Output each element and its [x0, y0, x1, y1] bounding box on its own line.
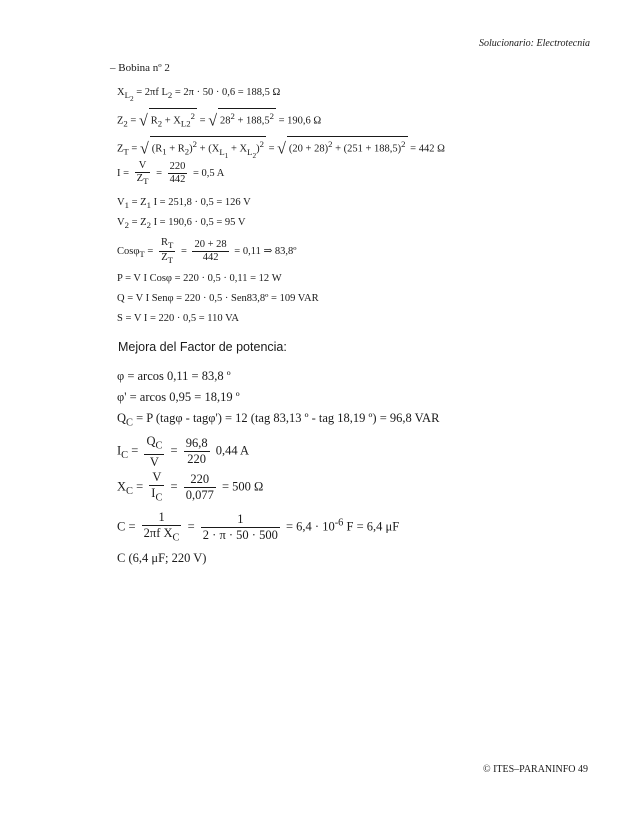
equation-phi-prime: φ' = arcos 0,95 = 18,19 º — [117, 390, 240, 404]
equation-cos-phi: Cosφ$_T$ = $\frac{R_T}{Z_T}$ = $\frac{20 + 28}{442}$ = 0,11 ⇒ 83,8º — [117, 237, 297, 266]
result-capacitor: C (6,4 μF; 220 V) — [117, 551, 207, 565]
equation-capacitance: C = $\frac{1}{2\pi f X_C}$ = $\frac{1}{2 \cdot \pi \cdot 50 \cdot 500}$ = $6,4 \cdot 10^{-6}$ F = 6,4 μF — [117, 510, 400, 544]
equation-active-power: P = V I Cosφ = 220 · 0,5 · 0,11 = 12 W — [117, 273, 282, 284]
equation-apparent-power: S = V I = 220 · 0,5 = 110 VA — [117, 313, 239, 324]
equation-v2: $V_2 = Z_2$ I = 190,6 · 0,5 = 95 V — [117, 217, 246, 231]
section-title: – Bobina nº 2 — [110, 62, 170, 74]
equation-reactive-power: Q = V I Senφ = 220 · 0,5 · Sen83,8º = 109 VAR — [117, 293, 319, 304]
equation-z2: $Z_2$ = √ $R_2 + X_{L2}^2$ = √ $28^2 + 188,5^2 = 190,6$ Ω — [117, 108, 321, 130]
page-footer: © ITES–PARANINFO 49 — [482, 764, 588, 775]
subheading-power-factor: Mejora del Factor de potencia: — [118, 340, 287, 354]
equation-ic: $I_C$ = $\frac{Q_C}{V}$ = $\frac{96,8}{220}$ 0,44 A — [117, 434, 250, 469]
equation-zt: $Z_T$ = √ $(R_1 + R_2)^2 + (X_{L_1} + X_{L_2})^2$ = √ $(20 + 28)^2 + (251 + 188,5)^2 = 442$ Ω — [117, 136, 445, 161]
equation-xc: $X_C$ = $\frac{V}{I_C}$ = $\frac{220}{0,077}$ = 500 Ω — [117, 470, 264, 504]
equation-qc: $Q_C = P$ (tagφ - tagφ') = 12 (tag 83,13 º - tag 18,19 º) = 96,8 VAR — [117, 411, 440, 429]
running-header: Solucionario: Electrotecnia — [479, 38, 590, 49]
equation-phi: φ = arcos 0,11 = 83,8 º — [117, 369, 231, 383]
equation-xl2: $X_{L_2} = 2\pi f$ $L_2 = 2\pi \cdot 50 \cdot 0,6 = 188,5$ Ω — [117, 87, 281, 103]
equation-current: I = $\frac{V}{Z_T}$ = $\frac{220}{442}$ = 0,5 A — [117, 160, 225, 187]
equation-v1: $V_1 = Z_1$ I = 251,8 · 0,5 = 126 V — [117, 197, 251, 211]
